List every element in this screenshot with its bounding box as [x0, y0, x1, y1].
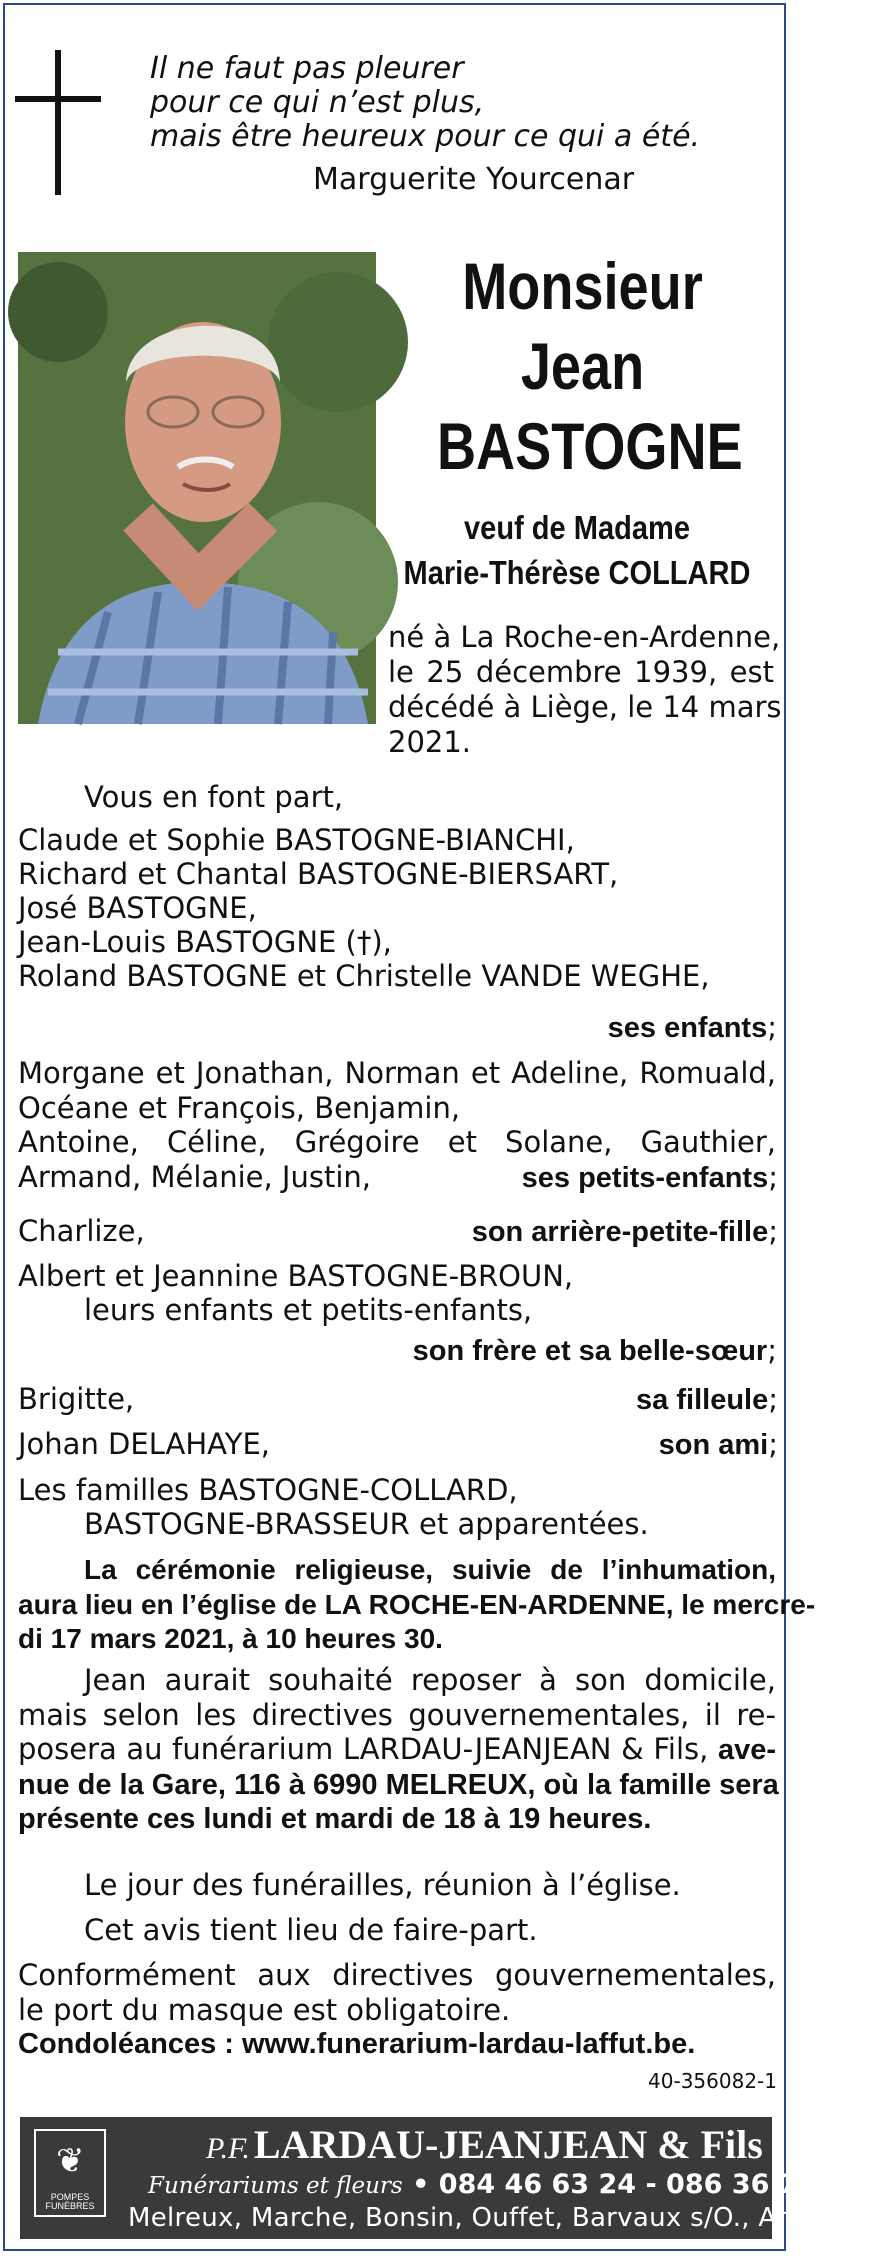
birth-line: le 25 décembre 1939, est — [388, 655, 774, 689]
widow-of-name: Marie-Thérèse COLLARD — [403, 554, 751, 591]
grandchildren-line: Morgane et Jonathan, Norman et Adeline, Romuald, — [18, 1056, 776, 1090]
friend-label: son ami; — [658, 1427, 778, 1461]
quote — [150, 52, 700, 154]
child-entry: Jean-Louis BASTOGNE (†), — [18, 925, 392, 959]
great-grandchild-name: Charlize, — [18, 1214, 145, 1248]
child-entry: Roland BASTOGNE et Christelle VANDE WEGHE, — [18, 959, 710, 993]
ceremony-line: aura lieu en l’église de LA ROCHE-EN-ARDENNE, le mercre- — [18, 1588, 816, 1620]
siblings-line: Albert et Jeannine BASTOGNE-BROUN, — [18, 1259, 574, 1293]
children-label: ses enfants; — [607, 1010, 777, 1044]
funeral-home-contact: Funérariums et fleurs • 084 46 63 24 - 086 36 75 82 — [148, 2169, 864, 2200]
child-entry: José BASTOGNE, — [18, 891, 257, 925]
birth-line: né à La Roche-en-Ardenne, — [388, 620, 781, 654]
goddaughter-row — [18, 1382, 778, 1417]
notice-note: Cet avis tient lieu de faire-part. — [84, 1913, 538, 1947]
funerarium-line: mais selon les directives gouvernementales, il re- — [18, 1697, 776, 1732]
deceased-first-name: Jean — [520, 329, 645, 403]
ceremony-line: La cérémonie religieuse, suivie de l’inhumation, — [84, 1554, 776, 1585]
child-entry: Richard et Chantal BASTOGNE-BIERSART, — [18, 857, 619, 891]
birth-death-info — [388, 620, 782, 760]
funerarium-info — [18, 1663, 779, 1837]
grandchildren-line: Océane et François, Benjamin, — [18, 1090, 461, 1125]
quote-line: mais être heureux pour ce qui a été. — [150, 119, 701, 154]
grandchildren-label: ses petits-enfants; — [521, 1160, 778, 1194]
grandchildren — [18, 1056, 776, 1160]
siblings-label: son frère et sa belle-sœur; — [412, 1333, 777, 1367]
reference-number: 40-356082-1 — [648, 2069, 777, 2093]
funeral-home-locations: Melreux, Marche, Bonsin, Ouffet, Barvaux s/O., Anthisnes — [128, 2203, 889, 2233]
quote-line: Il ne faut pas pleurer — [150, 51, 464, 86]
funeral-home-logo: ❦ POMPES FUNÈBRES — [34, 2129, 106, 2217]
funeral-home-banner — [20, 2117, 889, 2239]
funerarium-line: présente ces lundi et mardi de 18 à 19 heures. — [18, 1803, 652, 1835]
quote-line: pour ce qui n’est plus, — [150, 85, 485, 120]
ceremony-info — [18, 1553, 816, 1657]
mask-line: le port du masque est obligatoire. — [18, 1992, 511, 2027]
child-entry: Claude et Sophie BASTOGNE-BIANCHI, — [18, 823, 575, 857]
grandchildren-line: Armand, Mélanie, Justin, — [18, 1160, 371, 1194]
quote-author: Marguerite Yourcenar — [313, 162, 635, 197]
friend-row — [18, 1427, 778, 1462]
great-grandchild-label: son arrière-petite-fille; — [471, 1214, 778, 1248]
mask-note — [18, 1958, 776, 2027]
siblings-line: leurs enfants et petits-enfants, — [84, 1293, 533, 1327]
birth-line: décédé à Liège, le 14 mars — [388, 690, 782, 724]
families-line: Les familles BASTOGNE-COLLARD, — [18, 1473, 518, 1507]
grandchildren-line: Antoine, Céline, Grégoire et Solane, Gauthier, — [18, 1125, 776, 1159]
great-grandchild-row — [18, 1214, 778, 1249]
friend-name: Johan DELAHAYE, — [18, 1427, 271, 1461]
leaf-icon: ❦ — [56, 2141, 85, 2181]
announce-intro: Vous en font part, — [84, 780, 344, 814]
widow-of-line: veuf de Madame — [464, 509, 690, 546]
deceased-last-name: BASTOGNE — [436, 409, 743, 483]
goddaughter-label: sa filleule; — [636, 1382, 778, 1416]
funeral-home-name: P.F. LARDAU-JEANJEAN & Fils — [206, 2122, 763, 2167]
goddaughter-name: Brigitte, — [18, 1382, 135, 1416]
grandchildren-row — [18, 1160, 778, 1195]
mask-line: Conformément aux directives gouvernementales, — [18, 1958, 776, 1992]
funerarium-line: posera au funérarium LARDAU-JEANJEAN & Fils, ave- — [18, 1732, 776, 1766]
birth-line: 2021. — [388, 725, 472, 759]
portrait-photo — [18, 252, 376, 724]
funeral-day-note: Le jour des funérailles, réunion à l’église. — [84, 1868, 681, 1902]
funerarium-line: nue de la Gare, 116 à 6990 MELREUX, où la famille sera — [18, 1768, 779, 1801]
funerarium-line: Jean aurait souhaité reposer à son domicile, — [84, 1663, 776, 1697]
condolences-link[interactable]: Condoléances : www.funerarium-lardau-laffut.be. — [18, 2028, 696, 2060]
deceased-title: Monsieur — [462, 249, 703, 323]
ceremony-line: di 17 mars 2021, à 10 heures 30. — [18, 1623, 443, 1654]
families-line: BASTOGNE-BRASSEUR et apparentées. — [84, 1507, 649, 1541]
